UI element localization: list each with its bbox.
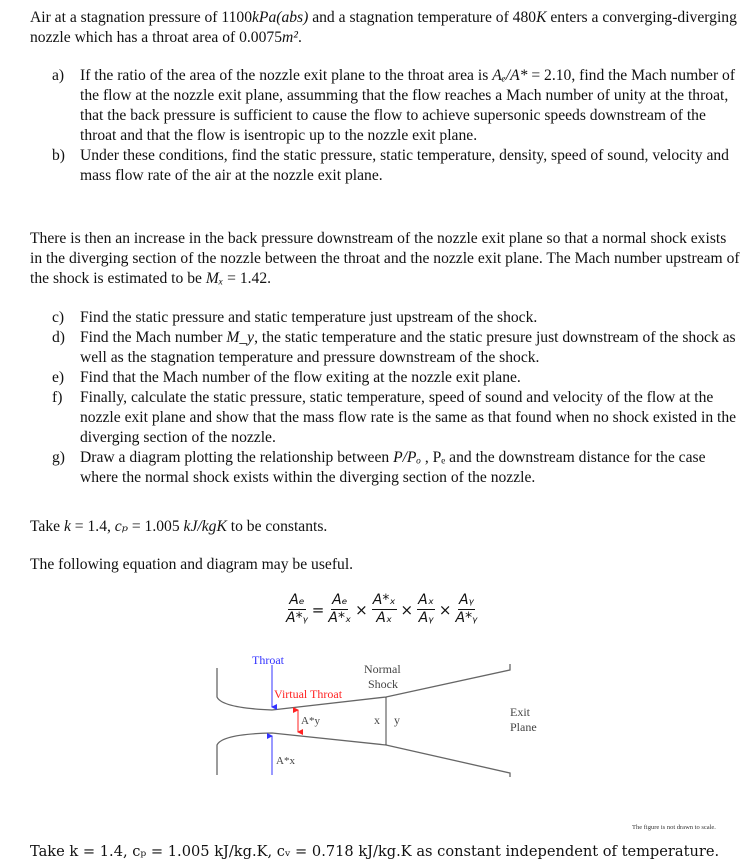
text: Find the Mach number [80,329,227,346]
throat-label: Throat [252,653,284,667]
denominator: A*ᵧ [286,610,308,626]
times: × [355,600,368,619]
label: b) [52,147,65,164]
math: K [536,9,547,26]
text: and a stagnation temperature of 480 [308,9,537,26]
times: × [400,600,414,619]
math: kJ/kgK [183,518,227,535]
denominator: Aᵧ [418,610,434,626]
numerator: Aᵧ [459,592,474,608]
plane-label: Plane [510,720,537,734]
x-label: x [374,713,380,727]
text: Air at a stagnation pressure of 1100 [30,9,253,26]
text: = 1.4, [70,518,115,535]
math: P/Pₒ [393,449,421,466]
text: Under these conditions, find the static pressure, static temperature, density, speed of sound, velocity and mass flow rate of the air at the nozzle exit plane. [80,147,729,184]
math: kPa(abs) [252,9,309,26]
label: a) [52,67,65,84]
text: Draw a diagram plotting the relationship between [80,449,394,466]
text: = 1.42. [223,270,272,287]
text: Find the static pressure and static temperature just upstream of the shock. [80,309,538,326]
text: Find that the Mach number of the flow exiting at the nozzle exit plane. [80,369,521,386]
text: , Pₑ and the downstream distance for the case where the normal shock exists within the diverging section of the nozzle. [80,449,706,486]
denominator: Aₓ [376,610,393,626]
text: If the ratio of the area of the nozzle exit plane to the throat area is [80,67,493,84]
text: = 1.005 [127,518,184,535]
a-star-x-label: A*x [276,755,295,767]
numerator: Aₑ [332,592,348,608]
math: Mₓ [205,270,224,287]
exit-label: Exit [510,705,530,719]
a-star-y-label: A*y [301,715,320,727]
math: k [63,518,71,535]
normal-label: Normal [364,662,401,676]
virtual-throat-label: Virtual Throat [274,687,343,701]
scale-note: The figure is not drawn to scale. [632,824,716,831]
math: m² [282,29,298,46]
text: to be constants. [226,518,328,535]
text: Take [30,518,64,535]
shock-label: Shock [368,677,398,691]
label: f) [52,389,63,406]
text: = 2.10, find the Mach number of the flow at the nozzle exit plane, assumming that the flow reaches a Mach number of unity at the throat, that the back pressure is sufficient to cause the flow to achieve supersonic speeds downstream of the throat and that the flow is isentropic up to the nozzle exit plane. [80,67,736,144]
lower-wall [217,733,510,777]
label: d) [52,329,65,346]
math: M_y [226,329,255,346]
text: There is then an increase in the back pressure downstream of the nozzle exit plane so that a normal shock exists in the diverging section of the nozzle between the throat and the nozzle exit plane. The Mach number upstream of the shock is estimated to be [30,230,740,287]
times: × [438,600,452,619]
text: , the static temperature and the static presure just downstream of the shock as well as the stagnation temperature and pressure downstream of the shock. [80,329,736,366]
numerator: Aₑ [289,592,305,608]
math: cₚ [114,518,128,535]
useful-text: The following equation and diagram may be useful. [30,556,354,573]
denominator: A*ᵧ [455,610,478,626]
take-constants-2: Take k = 1.4, cₚ = 1.005 kJ/kg.K, cᵥ = 0.718 kJ/kg.K as constant independent of temperature. [30,843,720,860]
math: Aₑ/A* [492,67,528,84]
text: . [297,29,302,46]
label: g) [52,449,65,466]
denominator: A*ₓ [328,610,352,626]
y-label: y [394,713,400,727]
numerator: A*ₓ [372,592,396,608]
equals: = [311,600,325,619]
label: c) [52,309,65,326]
label: e) [52,369,65,386]
text: enters a converging-diverging nozzle which has a throat area of 0.0075 [30,9,737,46]
numerator: Aₓ [418,592,434,608]
text: Finally, calculate the static pressure, static temperature, speed of sound and velocity of the flow at the nozzle exit plane and show that the mass flow rate is the same as that found when no shock existed in the diverging section of the nozzle. [80,389,737,446]
